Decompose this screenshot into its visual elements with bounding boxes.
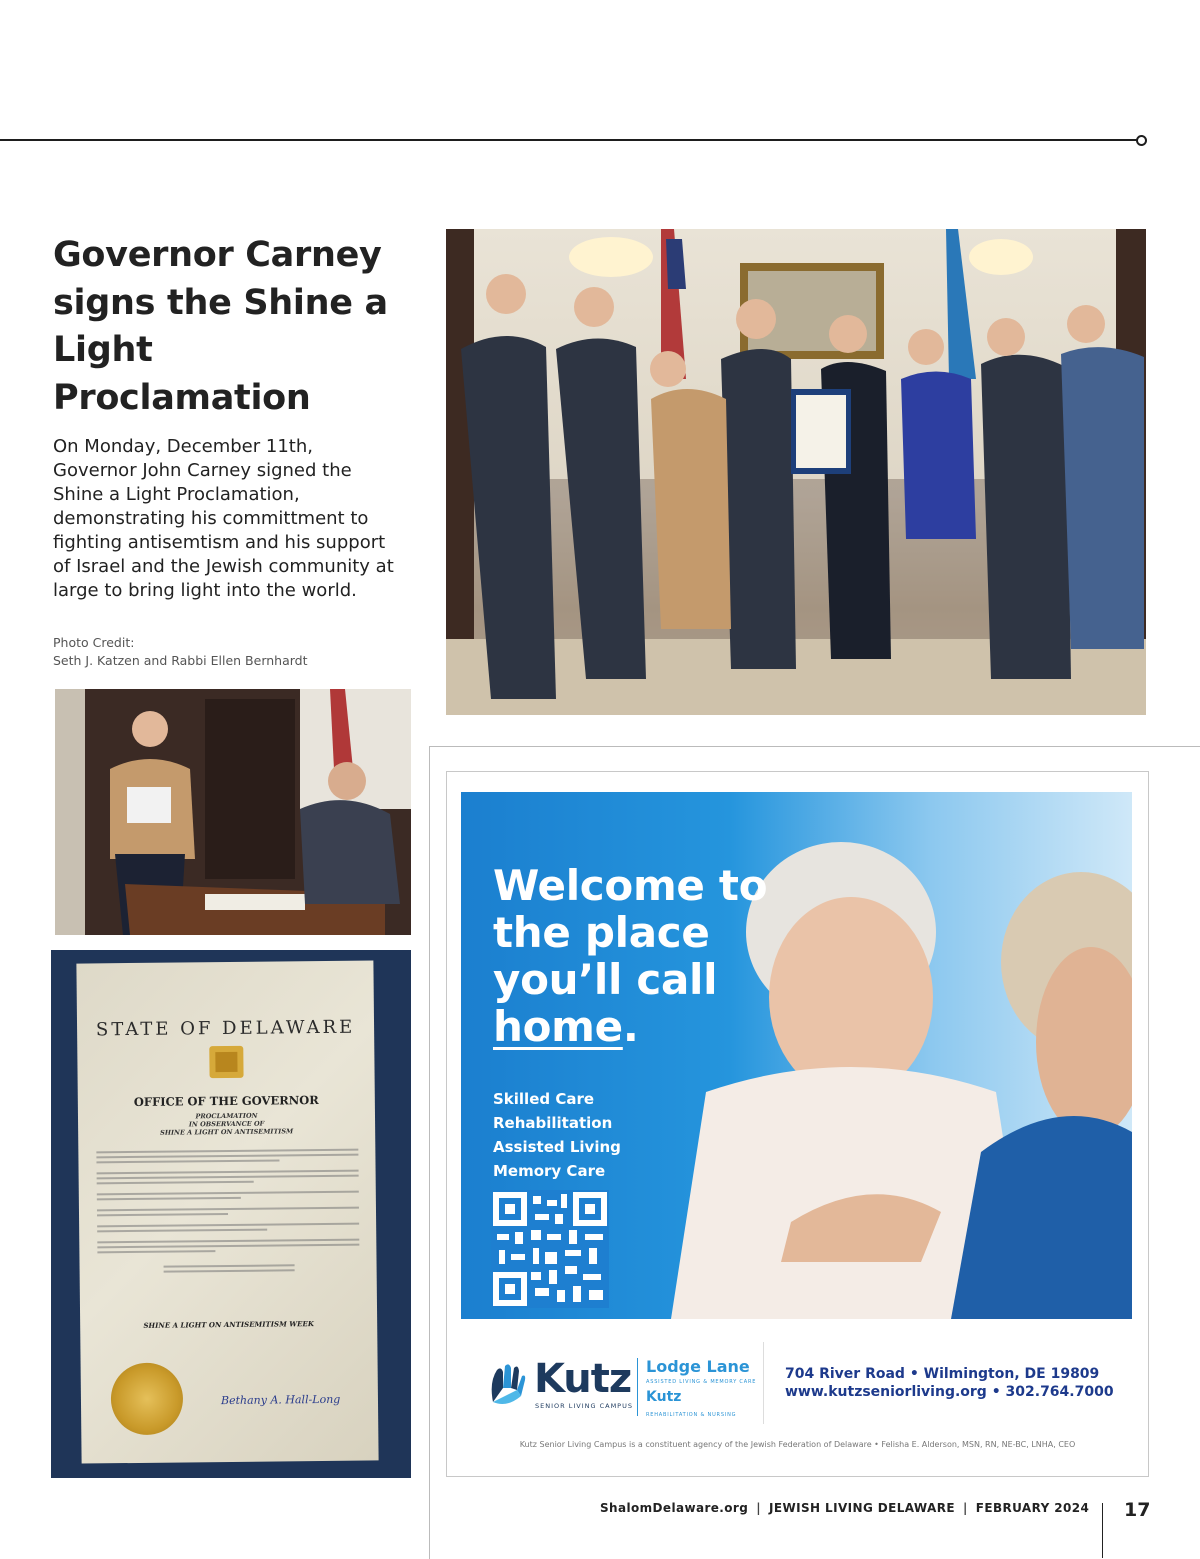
proclamation-state-title: STATE OF DELAWARE [95,1016,356,1041]
proclamation-document [76,960,378,1463]
header-rule [0,139,1138,141]
kutz-logo-subtitle: SENIOR LIVING CAMPUS [535,1402,633,1410]
proclamation-sub-3: SHINE A LIGHT ON ANTISEMITISM [160,1127,294,1137]
page-footer [600,1501,1089,1515]
kutz-rehab-name: Kutz [646,1389,682,1405]
article-body: On Monday, December 11th, Governor John Carney signed the Shine a Light Proclamation, demonstrating his committment to fighting antisemtism and his support of Israel and the Jewish community at large to bring light into the world. [53,436,394,601]
rule-end-circle-icon [1136,135,1147,146]
ad-service-item: Assisted Living [493,1138,621,1156]
ad-hero [461,792,1132,1319]
ad-contact [785,1365,1114,1401]
ad-headline-line-1: Welcome to [493,861,768,910]
ad-headline [493,862,813,1050]
article-headline: Governor Carney signs the Shine a Light Proclamation [53,235,388,418]
lieutenant-governor-signature: Bethany A. Hall-Long [220,1392,341,1408]
lodge-lane-name: Lodge Lane [646,1357,750,1376]
ad-address-line: 704 River Road • Wilmington, DE 19809 [785,1366,1100,1382]
reading-photo [55,689,411,935]
kutz-rehab-subtitle: REHABILITATION & NURSING [646,1412,737,1418]
ad-service-item: Memory Care [493,1162,606,1180]
proclamation-whereas-text [96,1149,359,1277]
proclamation-photo [51,950,411,1478]
footer-publication: JEWISH LIVING DELAWARE [769,1501,955,1515]
photo-credit-names: Seth J. Katzen and Rabbi Ellen Bernhardt [53,653,308,668]
proclamation-office: OFFICE OF THE GOVERNOR [133,1093,319,1109]
footer-issue: FEBRUARY 2024 [975,1501,1090,1515]
proclamation-subtitle [78,1110,375,1137]
group-photo [446,229,1146,715]
proclamation-week-title: SHINE A LIGHT ON ANTISEMITISM WEEK [143,1319,314,1330]
photo-credit-label: Photo Credit: [53,635,135,650]
ad-headline-period: . [622,1002,639,1051]
ad-headline-line-3: you’ll call [493,955,718,1004]
ad-divider [763,1342,764,1424]
ad-service-item: Rehabilitation [493,1114,613,1132]
ad-footnote: Kutz Senior Living Campus is a constituent agency of the Jewish Federation of Delaware • Felisha E. Alderson, MSN, RN, NE-BC, LNHA, CEO [519,1440,1076,1449]
kutz-advertisement [446,771,1149,1477]
footer-separator: | [962,1501,968,1515]
page-number-divider [1102,1503,1103,1558]
ad-headline-home: home [493,1002,623,1051]
footer-separator: | [756,1501,762,1515]
qr-code-icon[interactable] [491,1190,609,1308]
kutz-hand-logo-icon [487,1362,531,1408]
footer-site-link[interactable]: ShalomDelaware.org [600,1501,749,1515]
ad-services-list [493,1087,621,1183]
ad-website-phone[interactable]: www.kutzseniorliving.org • 302.764.7000 [785,1384,1114,1400]
proclamation-sub-2: IN OBSERVANCE OF [188,1119,265,1129]
photo-credit [53,634,308,670]
lodge-lane-subtitle: ASSISTED LIVING & MEMORY CARE [646,1379,757,1385]
proclamation-sub-1: PROCLAMATION [195,1111,258,1121]
logo-divider [637,1358,638,1416]
page-number: 17 [1124,1499,1151,1521]
ad-headline-line-2: the place [493,908,710,957]
ad-service-item: Skilled Care [493,1090,595,1108]
governor-seal-icon [111,1362,184,1435]
state-crest-icon [205,1042,247,1082]
kutz-logo-word: Kutz [534,1356,632,1402]
